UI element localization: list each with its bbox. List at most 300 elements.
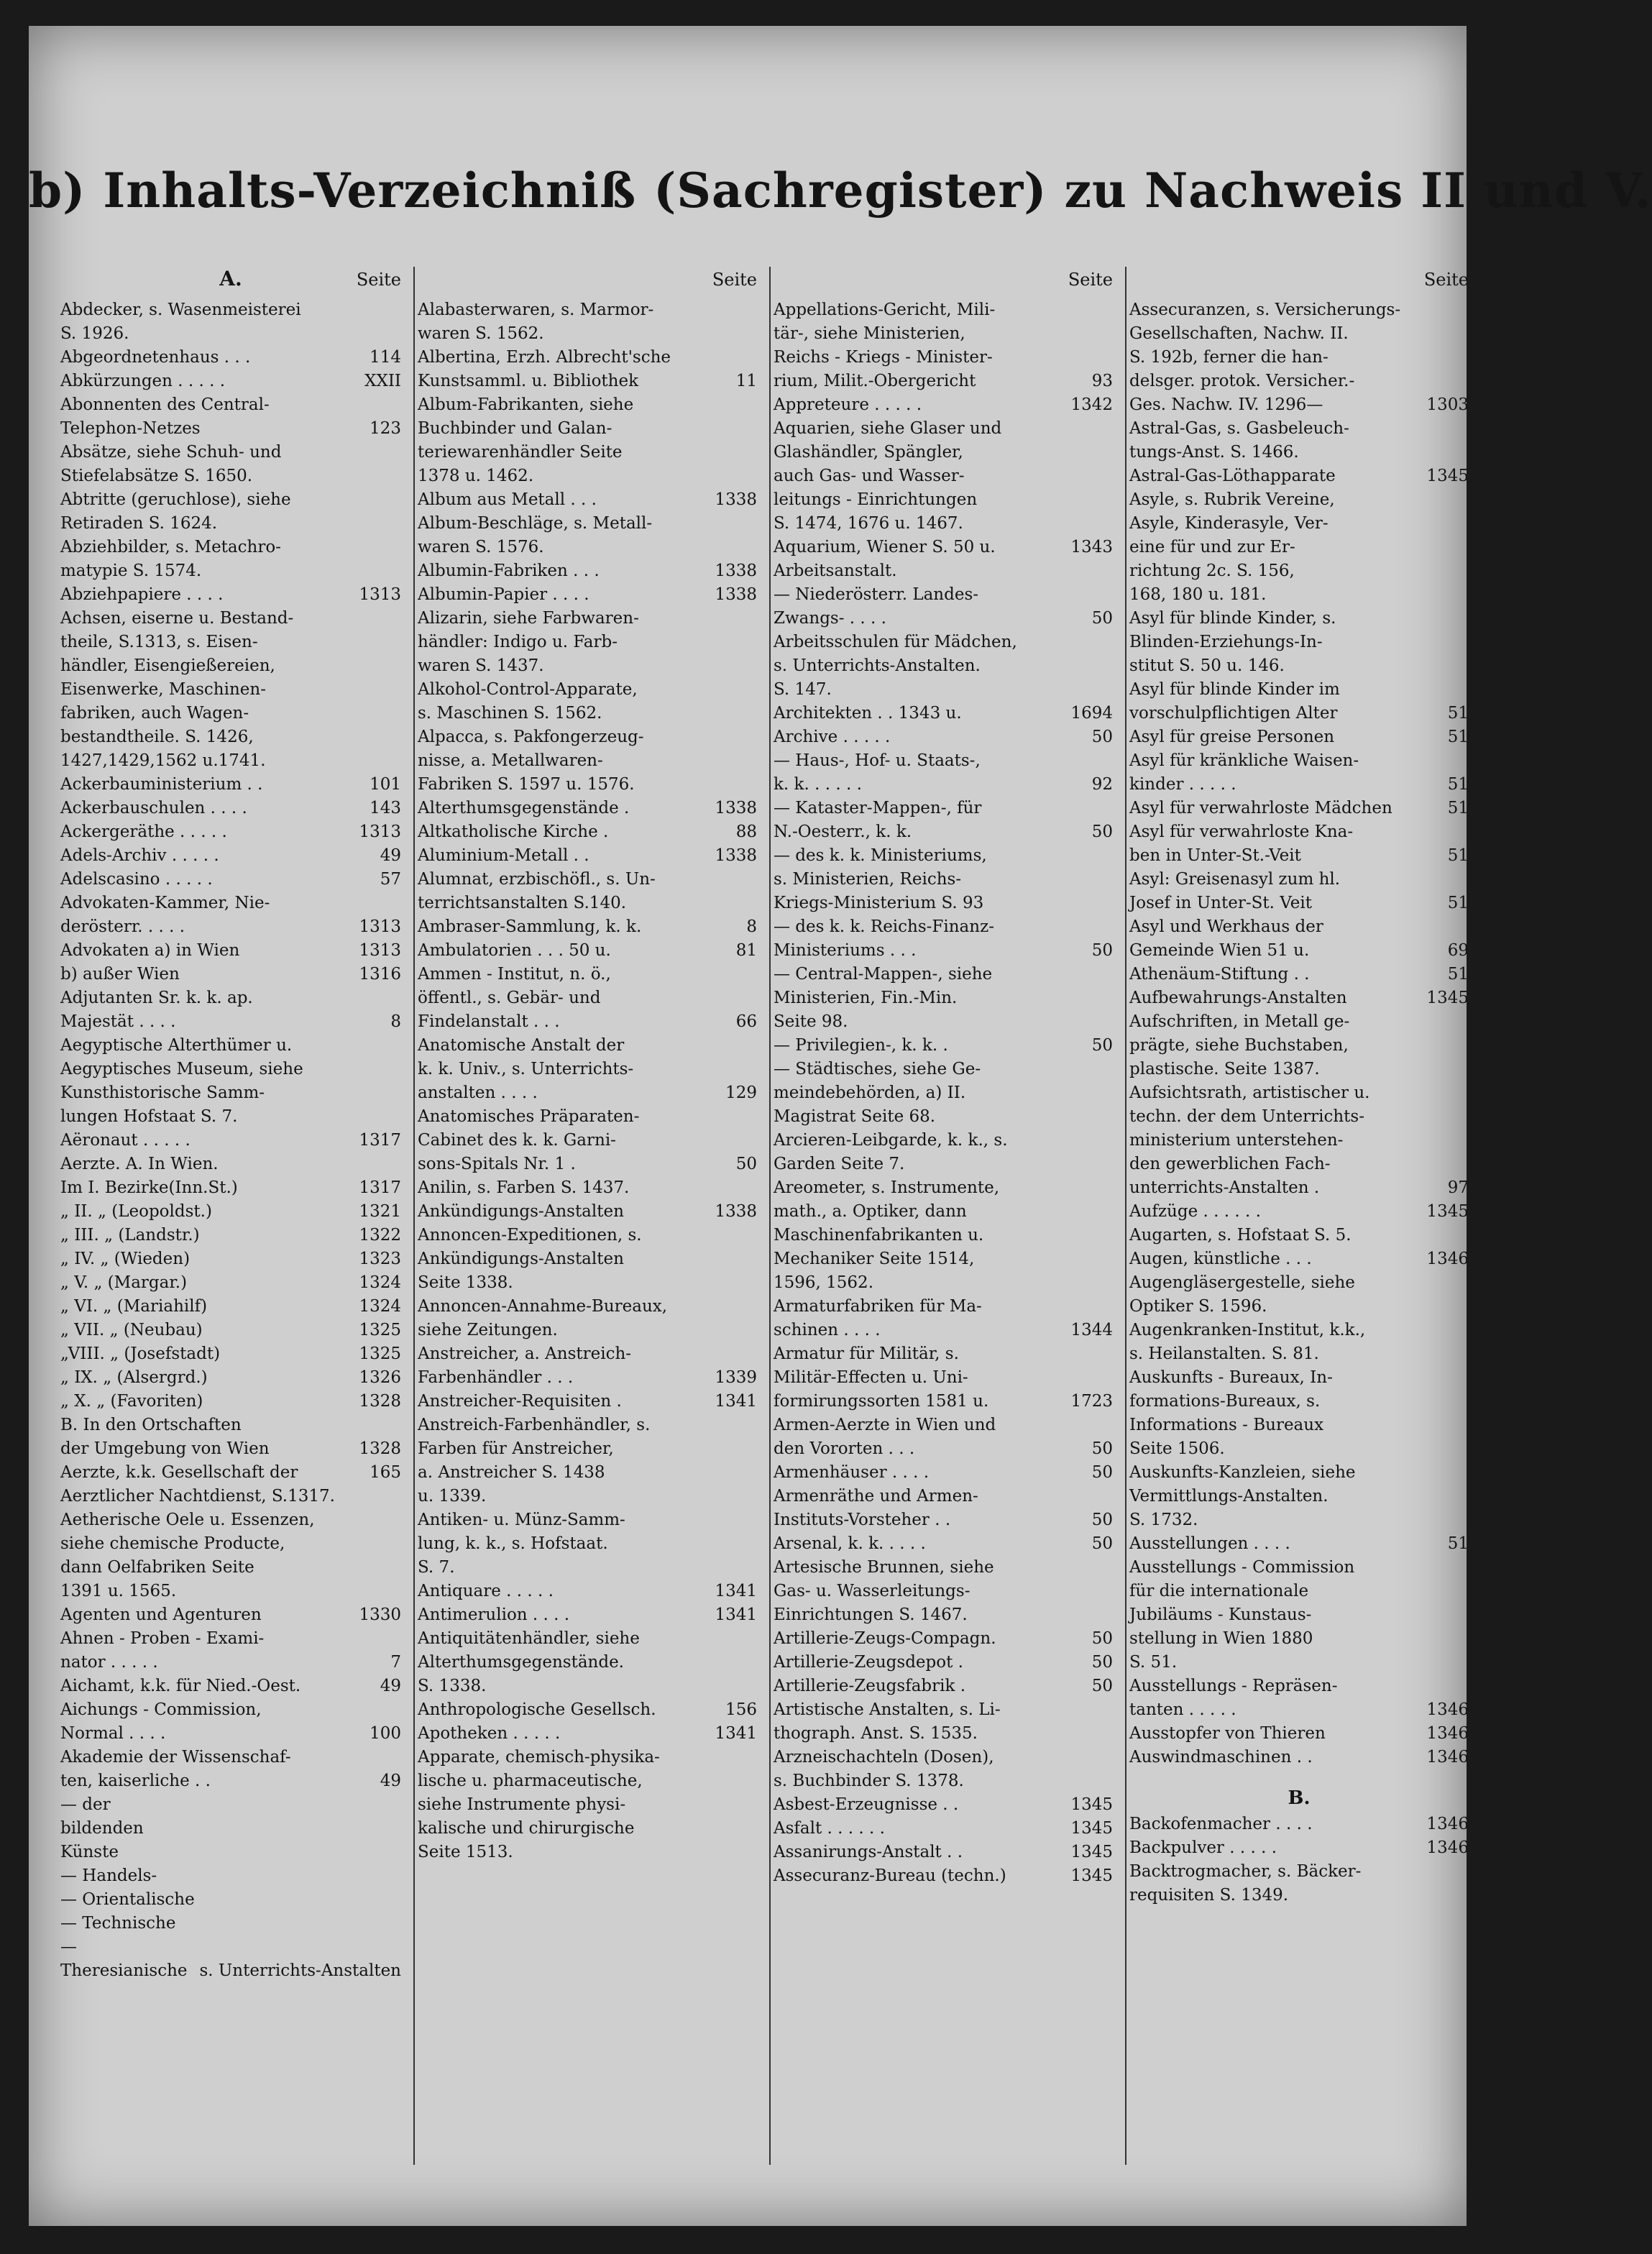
entry-term: Appellations-Gericht, Mili- tär-, siehe Ministerien, Reichs - Kriegs - Minister- rium, Milit.-Obergericht [774, 301, 996, 390]
index-entry [418, 1627, 757, 1698]
entry-page-number: 1345 [1426, 1202, 1469, 1221]
entry-page-number: 1303 [1426, 395, 1469, 414]
entry-page-number: 1341 [715, 1392, 757, 1411]
index-entry [60, 1034, 401, 1129]
index-entry [418, 607, 757, 678]
entry-term: „ VII. „ (Neubau) [60, 1321, 203, 1339]
index-entry [418, 725, 757, 797]
entry-page-number: 51 [1447, 775, 1469, 794]
entry-page-number: 1338 [715, 799, 757, 817]
entry-term: Ausstellungs - Commission für die internationale Jubiläums - Kunstaus- stellung in Wien 1880 S. 51. [1129, 1558, 1355, 1672]
entry-page-number: 1317 [359, 1178, 401, 1197]
index-entry [774, 1034, 1113, 1058]
section-letter-a: A. [219, 267, 242, 290]
entry-page-number: 1313 [359, 941, 401, 960]
entry-term: Ambraser-Sammlung, k. k. [418, 917, 642, 936]
entry-page-number: 1325 [359, 1344, 401, 1363]
entry-page-number: 114 [370, 348, 401, 367]
entry-page-number: 1346 [1426, 1250, 1469, 1268]
entry-page-number: 1345 [1070, 1795, 1113, 1814]
column-header [1129, 267, 1469, 298]
entry-term: Annoncen-Annahme-Bureaux, siehe Zeitungen. [418, 1297, 668, 1339]
index-entry [60, 1342, 401, 1366]
entry-term: Asyl für blinde Kinder, s. Blinden-Erziehungs-In- stitut S. 50 u. 146. [1129, 609, 1336, 675]
entry-page-number: 156 [725, 1700, 757, 1719]
entry-term: Adjutanten Sr. k. k. ap. Majestät . . . . [60, 989, 253, 1031]
index-entry [418, 1414, 757, 1508]
index-entry [60, 583, 401, 607]
index-entry [1129, 1746, 1469, 1769]
entry-page-number: 50 [1091, 1511, 1113, 1529]
entry-term: Aichungs - Commission, Normal . . . . [60, 1700, 262, 1743]
entry-term: Album-Beschläge, s. Metall- waren S. 1576. [418, 514, 653, 556]
entry-term: Ankündigungs-Anstalten [418, 1202, 624, 1221]
index-entry [60, 963, 401, 986]
entry-term: Aluminium-Metall . . [418, 846, 589, 865]
index-entry [418, 346, 757, 393]
index-entry [774, 725, 1113, 749]
entry-term: Alabasterwaren, s. Marmor- waren S. 1562. [418, 301, 654, 343]
index-entry [418, 1698, 757, 1722]
entry-page-number: 8 [746, 917, 757, 936]
entry-page-number: 1328 [359, 1392, 401, 1411]
index-entry [60, 1508, 401, 1603]
index-entry [774, 417, 1113, 536]
index-entry [60, 1675, 401, 1698]
index-entry [774, 1864, 1113, 1888]
entry-page-number: 1326 [359, 1368, 401, 1387]
entry-page-number: 51 [1447, 704, 1469, 723]
index-entry [60, 607, 401, 773]
entry-page-number: 1313 [359, 917, 401, 936]
index-entry [774, 749, 1113, 797]
entry-term: Backofenmacher . . . . [1129, 1815, 1313, 1833]
index-entry [60, 1627, 401, 1675]
index-entry [60, 1485, 401, 1508]
entry-term: Adelscasino . . . . . [60, 870, 213, 889]
index-entry [418, 1580, 757, 1603]
entry-page-number: 50 [1091, 728, 1113, 746]
entry-term: Asbest-Erzeugnisse . . [774, 1795, 959, 1814]
entry-term: Aegyptische Alterthümer u. Aegyptisches Museum, siehe Kunsthistorische Samm- lungen Hofstaat S. 7. [60, 1036, 303, 1126]
entry-page-number: 123 [370, 419, 401, 438]
index-entry [1129, 488, 1469, 607]
index-entry [1129, 1461, 1469, 1532]
index-entry [60, 346, 401, 370]
entry-term: Asyle, s. Rubrik Vereine, Asyle, Kinderasyle, Ver- eine für und zur Er- richtung 2c. S. 156, 168, 180 u. 181. [1129, 490, 1335, 604]
index-entry [60, 1698, 401, 1746]
index-page [29, 26, 1652, 2226]
entry-term: Ausstellungs - Repräsen- tanten . . . . . [1129, 1677, 1338, 1719]
index-entry [1129, 1813, 1469, 1836]
entry-term: Abonnenten des Central- Telephon-Netzes [60, 395, 270, 438]
entry-page-number: 143 [370, 799, 401, 817]
entry-page-number: s. Unterrichts-Anstalten [199, 1961, 401, 1980]
index-entry [60, 298, 401, 346]
entry-term: Akademie der Wissenschaf- ten, kaiserliche . . [60, 1748, 291, 1790]
entry-page-number: 1345 [1426, 467, 1469, 485]
entry-page-number: 1316 [359, 965, 401, 984]
index-entry [1129, 1366, 1469, 1461]
entry-term: Alpacca, s. Pakfongerzeug- nisse, a. Metallwaren- Fabriken S. 1597 u. 1576. [418, 728, 644, 794]
entry-term: Aerztlicher Nachtdienst, S.1317. [60, 1487, 335, 1506]
entry-term: Artillerie-Zeugsfabrik . [774, 1677, 966, 1695]
entry-term: Arcieren-Leibgarde, k. k., s. Garden Seite 7. [774, 1131, 1008, 1173]
entry-term: — der bildenden Künste — Handels- — Orientalische — Technische — Theresianische [60, 1795, 195, 1980]
entry-term: „ X. „ (Favoriten) [60, 1392, 203, 1411]
column-4 [1125, 267, 1474, 2165]
index-entry [774, 1627, 1113, 1651]
entry-page-number: 50 [1091, 1036, 1113, 1055]
entry-term: Album-Fabrikanten, siehe Buchbinder und Galan- teriewarenhändler Seite 1378 u. 1462. [418, 395, 634, 485]
entry-list [774, 298, 1113, 1888]
index-entry [60, 868, 401, 892]
index-entry [774, 1841, 1113, 1864]
entry-term: Ausstellungen . . . . [1129, 1534, 1290, 1553]
entry-term: Advokaten a) in Wien [60, 941, 240, 960]
index-entry [1129, 1722, 1469, 1746]
entry-page-number: 93 [1091, 372, 1113, 390]
entry-term: Asyl für blinde Kinder im vorschulpflichtigen Alter [1129, 680, 1340, 723]
column-2 [413, 267, 763, 2165]
entry-page-number: 50 [1091, 1534, 1113, 1553]
entry-term: Albumin-Papier . . . . [418, 585, 589, 604]
index-entry [418, 393, 757, 488]
entry-page-number: 50 [1091, 1629, 1113, 1648]
entry-term: b) außer Wien [60, 965, 180, 984]
entry-page-number: 1322 [359, 1226, 401, 1245]
index-entry [1129, 1836, 1469, 1860]
entry-term: Assanirungs-Anstalt . . [774, 1843, 963, 1861]
index-entry [418, 963, 757, 1034]
entry-term: Abtritte (geruchlose), siehe Retiraden S. 1624. [60, 490, 291, 533]
index-entry [774, 393, 1113, 417]
entry-term: Astral-Gas, s. Gasbeleuch- tungs-Anst. S. 1466. [1129, 419, 1349, 462]
entry-term: Ambulatorien . . . 50 u. [418, 941, 611, 960]
index-entry [60, 1200, 401, 1224]
index-entry [774, 298, 1113, 393]
entry-term: Arsenal, k. k. . . . . [774, 1534, 926, 1553]
index-entry [774, 1556, 1113, 1627]
index-entry [774, 1651, 1113, 1675]
index-entry [774, 1817, 1113, 1841]
entry-page-number: 69 [1447, 941, 1469, 960]
entry-page-number: 50 [1091, 941, 1113, 960]
index-entry [418, 1603, 757, 1627]
entry-term: Augenkranken-Institut, k.k., s. Heilanstalten. S. 81. [1129, 1321, 1366, 1363]
index-entry [418, 820, 757, 844]
index-entry [1129, 963, 1469, 986]
entry-term: Ammen - Institut, n. ö., öffentl., s. Gebär- und Findelanstalt . . . [418, 965, 611, 1031]
entry-term: Auskunfts - Bureaux, In- formations-Bureaux, s. Informations - Bureaux Seite 1506. [1129, 1368, 1333, 1458]
index-entry [418, 1105, 757, 1176]
entry-list [1129, 298, 1469, 1769]
index-entry [1129, 1319, 1469, 1366]
entry-page-number: 50 [1091, 1463, 1113, 1482]
entry-page-number: 1338 [715, 585, 757, 604]
index-entry [418, 583, 757, 607]
entry-term: Backpulver . . . . . [1129, 1838, 1277, 1857]
entry-page-number: 1338 [715, 846, 757, 865]
index-entry [418, 488, 757, 512]
entry-page-number: 1694 [1070, 704, 1113, 723]
entry-term: Armaturfabriken für Ma- schinen . . . . [774, 1297, 982, 1339]
index-entry [60, 1390, 401, 1414]
index-entry [418, 868, 757, 915]
index-entry [60, 1366, 401, 1390]
index-entry [774, 1532, 1113, 1556]
entry-term: Aquarium, Wiener S. 50 u. [774, 538, 996, 556]
entry-term: Ackerbauschulen . . . . [60, 799, 247, 817]
entry-term: „ VI. „ (Mariahilf) [60, 1297, 208, 1316]
entry-term: Astral-Gas-Löthapparate [1129, 467, 1336, 485]
index-entry [774, 631, 1113, 702]
entry-page-number: 1343 [1070, 538, 1113, 556]
index-entry [418, 1224, 757, 1295]
entry-page-number: 51 [1447, 799, 1469, 817]
index-entry [774, 1342, 1113, 1414]
entry-term: Artistische Anstalten, s. Li- thograph. Anst. S. 1535. [774, 1700, 1001, 1743]
entry-page-number: 165 [370, 1463, 401, 1482]
entry-term: Aetherische Oele u. Essenzen, siehe chemische Producte, dann Oelfabriken Seite 1391 u. 1565. [60, 1511, 315, 1600]
entry-term: Alkohol-Control-Apparate, s. Maschinen S. 1562. [418, 680, 638, 723]
entry-term: Annoncen-Expeditionen, s. Ankündigungs-Anstalten Seite 1338. [418, 1226, 642, 1292]
index-entry [774, 1176, 1113, 1295]
entry-page-number: 1341 [715, 1724, 757, 1743]
index-entry [60, 1414, 401, 1461]
entry-page-number: 1346 [1426, 1724, 1469, 1743]
entry-term: Archive . . . . . [774, 728, 891, 746]
entry-term: Architekten . . 1343 u. [774, 704, 962, 723]
entry-page-number: 51 [1447, 894, 1469, 912]
entry-term: Auswindmaschinen . . [1129, 1748, 1313, 1767]
entry-page-number: 1324 [359, 1273, 401, 1292]
entry-term: Ackerbauministerium . . [60, 775, 263, 794]
entry-term: Aëronaut . . . . . [60, 1131, 191, 1150]
index-entry [60, 536, 401, 583]
entry-term: Asyl: Greisenasyl zum hl. Josef in Unter-St. Veit [1129, 870, 1341, 912]
page-title: b) Inhalts-Verzeichniß (Sachregister) zu Nachweis II und V. [29, 162, 1652, 219]
column-header [774, 267, 1113, 298]
index-entry [418, 1722, 757, 1746]
index-entry [774, 1675, 1113, 1698]
entry-term: Athenäum-Stiftung . . [1129, 965, 1310, 984]
entry-term: Apotheken . . . . . [418, 1724, 561, 1743]
entry-page-number: 49 [380, 846, 401, 865]
entry-term: Anatomisches Präparaten- Cabinet des k. k. Garni- sons-Spitals Nr. 1 . [418, 1107, 640, 1173]
index-entry [774, 702, 1113, 725]
entry-page-number: 51 [1447, 846, 1469, 865]
entry-term: Aufzüge . . . . . . [1129, 1202, 1261, 1221]
index-entry [1129, 1200, 1469, 1224]
entry-term: Armenhäuser . . . . [774, 1463, 930, 1482]
index-entry [60, 820, 401, 844]
entry-page-number: 92 [1091, 775, 1113, 794]
index-entry [418, 1746, 757, 1864]
entry-page-number: 50 [1091, 1677, 1113, 1695]
entry-term: Alizarin, siehe Farbwaren- händler: Indigo u. Farb- waren S. 1437. [418, 609, 639, 675]
entry-term: Antiquare . . . . . [418, 1582, 554, 1600]
index-entry [1129, 607, 1469, 678]
entry-term: Aerzte. A. In Wien. Im I. Bezirke(Inn.St.) [60, 1155, 238, 1197]
index-entry [418, 1508, 757, 1580]
column-header [418, 267, 757, 298]
index-entry [774, 844, 1113, 915]
entry-page-number: 81 [735, 941, 757, 960]
entry-term: Abgeordnetenhaus . . . [60, 348, 251, 367]
entry-page-number: 7 [390, 1653, 401, 1672]
entry-page-number: 1342 [1070, 395, 1113, 414]
entry-page-number: 97 [1447, 1178, 1469, 1197]
entry-term: Alterthumsgegenstände . [418, 799, 630, 817]
entry-page-number: 1346 [1426, 1700, 1469, 1719]
index-entry [774, 1461, 1113, 1485]
index-entry [418, 678, 757, 725]
entry-term: „ III. „ (Landstr.) [60, 1226, 200, 1245]
index-entry [1129, 1675, 1469, 1722]
entry-page-number: 50 [1091, 609, 1113, 628]
index-entry [60, 939, 401, 963]
entry-term: Anatomische Anstalt der k. k. Univ., s. Unterrichts- anstalten . . . . [418, 1036, 634, 1102]
entry-term: — Central-Mappen-, siehe Ministerien, Fin.-Min. Seite 98. [774, 965, 993, 1031]
entry-term: Ackergeräthe . . . . . [60, 823, 227, 841]
entry-page-number: 1345 [1070, 1819, 1113, 1838]
entry-term: Albumin-Fabriken . . . [418, 562, 600, 580]
index-entry [60, 1271, 401, 1295]
entry-term: Assecuranzen, s. Versicherungs- Gesellschaften, Nachw. II. S. 192b, ferner die han- delsger. protok. Versicher.- Ges. Nachw. IV. 1296— [1129, 301, 1401, 414]
entry-term: Backtrogmacher, s. Bäcker- requisiten S. 1349. [1129, 1862, 1362, 1905]
entry-term: — Privilegien-, k. k. . [774, 1036, 948, 1055]
index-entry [1129, 820, 1469, 868]
entry-page-number: 1344 [1070, 1321, 1113, 1339]
index-entry [1129, 298, 1469, 417]
index-entry [60, 1224, 401, 1247]
entry-term: Abkürzungen . . . . . [60, 372, 226, 390]
entry-term: Arbeitsschulen für Mädchen, s. Unterrichts-Anstalten. S. 147. [774, 633, 1017, 699]
index-entry [60, 844, 401, 868]
entry-term: Achsen, eiserne u. Bestand- theile, S.1313, s. Eisen- händler, Eisengießereien, Eisenwerke, Maschinen- fabriken, auch Wagen- bestandtheile. S. 1426, 1427,1429,1562 u.1741. [60, 609, 294, 770]
entry-term: Asyl und Werkhaus der Gemeinde Wien 51 u. [1129, 917, 1323, 960]
entry-term: „ II. „ (Leopoldst.) [60, 1202, 212, 1221]
seite-label: Seite [1423, 270, 1469, 290]
entry-term: — Haus-, Hof- u. Staats-, k. k. . . . . . [774, 751, 981, 794]
entry-term: Appreteure . . . . . [774, 395, 922, 414]
index-entry [60, 1247, 401, 1271]
index-entry [418, 844, 757, 868]
entry-page-number: 1317 [359, 1131, 401, 1150]
entry-term: Augen, künstliche . . . [1129, 1250, 1312, 1268]
seite-label: Seite [1068, 270, 1113, 290]
entry-term: Aichamt, k.k. für Nied.-Oest. [60, 1677, 301, 1695]
entry-page-number: 1723 [1070, 1392, 1113, 1411]
index-entry [418, 1176, 757, 1200]
entry-page-number: 1345 [1426, 989, 1469, 1007]
entry-term: Aquarien, siehe Glaser und Glashändler, Spängler, auch Gas- und Wasser- leitungs - Einrichtungen S. 1474, 1676 u. 1467. [774, 419, 1002, 533]
entry-term: Ahnen - Proben - Exami- nator . . . . . [60, 1629, 265, 1672]
entry-page-number: 51 [1447, 965, 1469, 984]
entry-page-number: 1328 [359, 1439, 401, 1458]
index-entry [418, 512, 757, 559]
entry-page-number: XXII [364, 372, 401, 390]
entry-page-number: 1313 [359, 585, 401, 604]
entry-term: „ IV. „ (Wieden) [60, 1250, 191, 1268]
entry-page-number: 49 [380, 1772, 401, 1790]
entry-page-number: 1346 [1426, 1815, 1469, 1833]
index-entry [774, 1793, 1113, 1817]
entry-term: Arzneischachteln (Dosen), s. Buchbinder S. 1378. [774, 1748, 994, 1790]
entry-page-number: 50 [1091, 1439, 1113, 1458]
entry-page-number: 51 [1447, 728, 1469, 746]
index-entry [60, 892, 401, 939]
entry-term: Altkatholische Kirche . [418, 823, 609, 841]
entry-term: Aufsichtsrath, artistischer u. techn. der dem Unterrichts- ministerium unterstehen- den gewerblichen Fach- unterrichts-Anstalten . [1129, 1084, 1370, 1197]
entry-page-number: 50 [735, 1155, 757, 1173]
column-header [60, 267, 401, 298]
entry-page-number: 1338 [715, 490, 757, 509]
entry-page-number: 1313 [359, 823, 401, 841]
index-entry [418, 915, 757, 939]
entry-term: Antimerulion . . . . [418, 1605, 570, 1624]
entry-term: — des k. k. Reichs-Finanz- Ministeriums . . . [774, 917, 994, 960]
index-entry [1129, 417, 1469, 464]
entry-page-number: 1345 [1070, 1843, 1113, 1861]
index-entry [774, 536, 1113, 559]
entry-page-number: 1341 [715, 1605, 757, 1624]
entry-term: „ IX. „ (Alsergrd.) [60, 1368, 208, 1387]
entry-page-number: 1346 [1426, 1838, 1469, 1857]
entry-term: Abdecker, s. Wasenmeisterei S. 1926. [60, 301, 301, 343]
index-entry [774, 915, 1113, 963]
entry-page-number: 50 [1091, 1653, 1113, 1672]
entry-term: Auskunfts-Kanzleien, siehe Vermittlungs-Anstalten. S. 1732. [1129, 1463, 1356, 1529]
entry-page-number: 57 [380, 870, 401, 889]
entry-term: Absätze, siehe Schuh- und Stiefelabsätze S. 1650. [60, 443, 282, 485]
entry-term: Areometer, s. Instrumente, math., a. Optiker, dann Maschinenfabrikanten u. Mechaniker Seite 1514, 1596, 1562. [774, 1178, 1000, 1292]
index-entry [1129, 1010, 1469, 1081]
entry-term: Arbeitsanstalt. — Niederösterr. Landes- Zwangs- . . . . [774, 562, 979, 628]
entry-page-number: 66 [735, 1012, 757, 1031]
entry-term: B. In den Ortschaften der Umgebung von Wien [60, 1416, 270, 1458]
entry-page-number: 1341 [715, 1582, 757, 1600]
entry-term: Anilin, s. Farben S. 1437. [418, 1178, 630, 1197]
entry-term: Assecuranz-Bureau (techn.) [774, 1866, 1006, 1885]
entry-page-number: 1330 [359, 1605, 401, 1624]
index-entry [1129, 1556, 1469, 1675]
entry-term: — Städtisches, siehe Ge- meindebehörden, a) II. Magistrat Seite 68. [774, 1060, 981, 1126]
entry-term: Anstreich-Farbenhändler, s. Farben für Anstreicher, a. Anstreicher S. 1438 u. 1339. [418, 1416, 651, 1506]
entry-page-number: 1325 [359, 1321, 401, 1339]
entry-term: Abziehbilder, s. Metachro- matypie S. 1574. [60, 538, 281, 580]
index-entry [60, 370, 401, 393]
index-entry [418, 797, 757, 820]
index-entry [1129, 749, 1469, 797]
index-entry [774, 1058, 1113, 1129]
entry-term: Anstreicher, a. Anstreich- Farbenhändler . . . [418, 1344, 632, 1387]
entry-list [418, 298, 757, 1864]
entry-page-number: 50 [1091, 823, 1113, 841]
index-entry [60, 1129, 401, 1153]
index-entry [60, 393, 401, 441]
entry-term: Artillerie-Zeugs-Compagn. [774, 1629, 996, 1648]
index-entry [1129, 1532, 1469, 1556]
entry-term: Agenten und Agenturen [60, 1605, 262, 1624]
index-entry [418, 298, 757, 346]
entry-page-number: 49 [380, 1677, 401, 1695]
index-entry [774, 1414, 1113, 1461]
entry-term: Augengläsergestelle, siehe Optiker S. 1596. [1129, 1273, 1355, 1316]
entry-term: Adels-Archiv . . . . . [60, 846, 219, 865]
entry-term: Aufschriften, in Metall ge- prägte, siehe Buchstaben, plastische. Seite 1387. [1129, 1012, 1350, 1078]
